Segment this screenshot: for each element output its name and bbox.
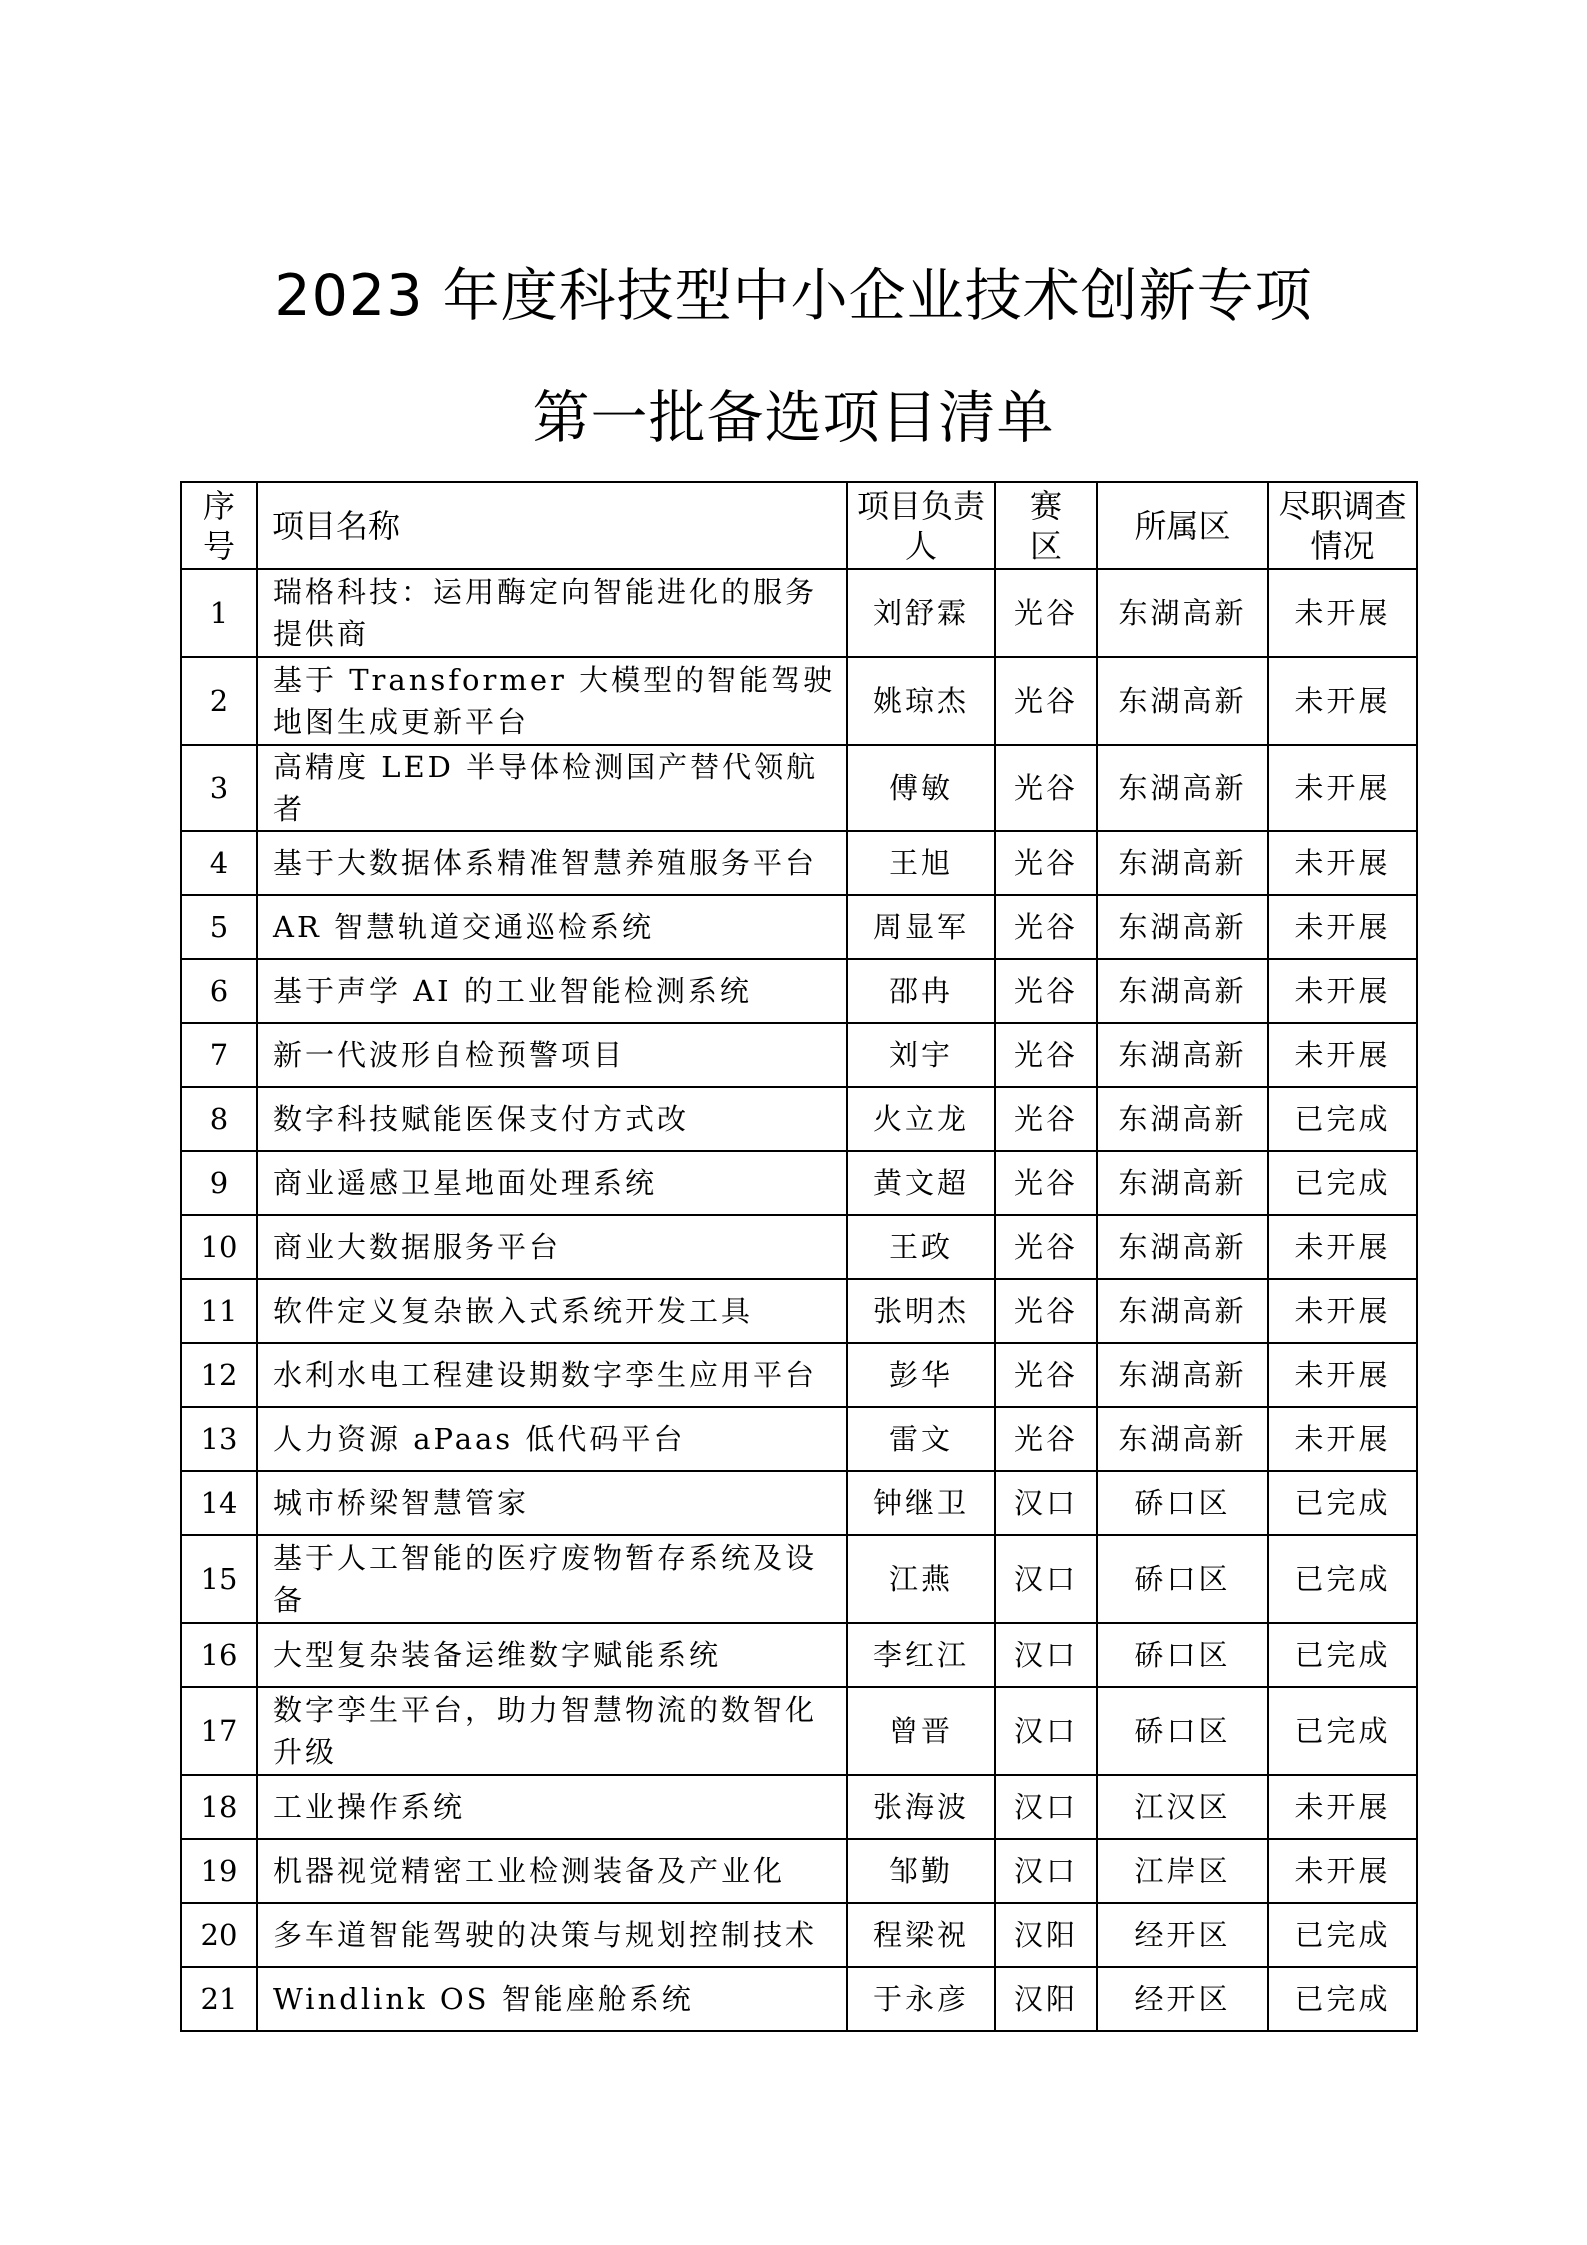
cell-district: 江汉区 [1097, 1775, 1268, 1839]
table-row [181, 569, 1417, 657]
cell-project-name: 基于 Transformer 大模型的智能驾驶地图生成更新平台 [257, 657, 847, 745]
page-title: 2023 年度科技型中小企业技术创新专项 [274, 263, 1313, 329]
cell-no: 3 [181, 745, 257, 831]
table-row [181, 1407, 1417, 1471]
cell-project-name: 新一代波形自检预警项目 [257, 1023, 847, 1087]
cell-leader: 江燕 [847, 1535, 995, 1623]
cell-project-name: 商业遥感卫星地面处理系统 [257, 1151, 847, 1215]
table-row [181, 1687, 1417, 1775]
cell-status: 已完成 [1268, 1967, 1417, 2031]
table-row [181, 657, 1417, 745]
cell-project-name: 商业大数据服务平台 [257, 1215, 847, 1279]
cell-status: 已完成 [1268, 1087, 1417, 1151]
header-district: 所属区 [1097, 482, 1268, 569]
cell-leader: 于永彦 [847, 1967, 995, 2031]
cell-no: 19 [181, 1839, 257, 1903]
table-header-row [181, 482, 1417, 569]
cell-track: 汉口 [995, 1535, 1097, 1623]
cell-track: 光谷 [995, 895, 1097, 959]
cell-project-name: 工业操作系统 [257, 1775, 847, 1839]
cell-project-name: 基于人工智能的医疗废物暂存系统及设备 [257, 1535, 847, 1623]
cell-status: 未开展 [1268, 895, 1417, 959]
cell-track: 汉阳 [995, 1967, 1097, 2031]
cell-status: 未开展 [1268, 569, 1417, 657]
cell-status: 未开展 [1268, 1023, 1417, 1087]
cell-status: 已完成 [1268, 1471, 1417, 1535]
cell-status: 已完成 [1268, 1535, 1417, 1623]
cell-leader: 黄文超 [847, 1151, 995, 1215]
cell-leader: 邹勤 [847, 1839, 995, 1903]
cell-project-name: 机器视觉精密工业检测装备及产业化 [257, 1839, 847, 1903]
cell-project-name: 多车道智能驾驶的决策与规划控制技术 [257, 1903, 847, 1967]
cell-district: 东湖高新 [1097, 831, 1268, 895]
cell-no: 12 [181, 1343, 257, 1407]
cell-track: 汉口 [995, 1839, 1097, 1903]
cell-leader: 姚琼杰 [847, 657, 995, 745]
cell-project-name: 基于大数据体系精准智慧养殖服务平台 [257, 831, 847, 895]
cell-track: 汉口 [995, 1623, 1097, 1687]
cell-leader: 邵冉 [847, 959, 995, 1023]
cell-status: 已完成 [1268, 1687, 1417, 1775]
table-row [181, 1343, 1417, 1407]
cell-project-name: 基于声学 AI 的工业智能检测系统 [257, 959, 847, 1023]
cell-track: 汉口 [995, 1471, 1097, 1535]
cell-track: 光谷 [995, 1215, 1097, 1279]
cell-project-name: Windlink OS 智能座舱系统 [257, 1967, 847, 2031]
cell-track: 光谷 [995, 1151, 1097, 1215]
cell-status: 未开展 [1268, 1839, 1417, 1903]
cell-no: 7 [181, 1023, 257, 1087]
table-row [181, 1215, 1417, 1279]
cell-no: 14 [181, 1471, 257, 1535]
cell-district: 东湖高新 [1097, 745, 1268, 831]
table-row [181, 1535, 1417, 1623]
header-name: 项目名称 [257, 482, 847, 569]
cell-no: 9 [181, 1151, 257, 1215]
page-subtitle: 第一批备选项目清单 [532, 385, 1055, 451]
cell-no: 20 [181, 1903, 257, 1967]
cell-district: 硚口区 [1097, 1687, 1268, 1775]
cell-leader: 张海波 [847, 1775, 995, 1839]
cell-district: 东湖高新 [1097, 1023, 1268, 1087]
cell-leader: 李红江 [847, 1623, 995, 1687]
header-leader: 项目负责人 [847, 482, 995, 569]
table-row [181, 1023, 1417, 1087]
cell-project-name: 高精度 LED 半导体检测国产替代领航者 [257, 745, 847, 831]
cell-leader: 彭华 [847, 1343, 995, 1407]
table-row [181, 1279, 1417, 1343]
table-row [181, 831, 1417, 895]
cell-status: 未开展 [1268, 1775, 1417, 1839]
cell-district: 东湖高新 [1097, 1087, 1268, 1151]
cell-project-name: 人力资源 aPaas 低代码平台 [257, 1407, 847, 1471]
cell-no: 16 [181, 1623, 257, 1687]
cell-leader: 王旭 [847, 831, 995, 895]
cell-leader: 刘舒霖 [847, 569, 995, 657]
project-table [180, 481, 1418, 2032]
cell-leader: 程梁祝 [847, 1903, 995, 1967]
cell-status: 未开展 [1268, 745, 1417, 831]
cell-no: 1 [181, 569, 257, 657]
cell-leader: 火立龙 [847, 1087, 995, 1151]
cell-project-name: 数字孪生平台，助力智慧物流的数智化升级 [257, 1687, 847, 1775]
cell-district: 江岸区 [1097, 1839, 1268, 1903]
cell-track: 光谷 [995, 569, 1097, 657]
table-row [181, 895, 1417, 959]
cell-leader: 钟继卫 [847, 1471, 995, 1535]
table-row [181, 959, 1417, 1023]
table-row [181, 1903, 1417, 1967]
cell-status: 未开展 [1268, 959, 1417, 1023]
cell-district: 经开区 [1097, 1903, 1268, 1967]
cell-district: 东湖高新 [1097, 1407, 1268, 1471]
header-no: 序号 [181, 482, 257, 569]
cell-district: 东湖高新 [1097, 959, 1268, 1023]
header-track: 赛区 [995, 482, 1097, 569]
cell-no: 4 [181, 831, 257, 895]
cell-no: 6 [181, 959, 257, 1023]
cell-track: 光谷 [995, 745, 1097, 831]
cell-status: 未开展 [1268, 1215, 1417, 1279]
cell-no: 8 [181, 1087, 257, 1151]
cell-track: 光谷 [995, 1407, 1097, 1471]
cell-no: 2 [181, 657, 257, 745]
cell-project-name: 水利水电工程建设期数字孪生应用平台 [257, 1343, 847, 1407]
cell-district: 东湖高新 [1097, 1151, 1268, 1215]
cell-status: 未开展 [1268, 1279, 1417, 1343]
cell-track: 光谷 [995, 1343, 1097, 1407]
cell-track: 汉口 [995, 1687, 1097, 1775]
cell-track: 汉口 [995, 1775, 1097, 1839]
cell-leader: 曾晋 [847, 1687, 995, 1775]
cell-track: 光谷 [995, 1023, 1097, 1087]
cell-status: 已完成 [1268, 1903, 1417, 1967]
cell-no: 21 [181, 1967, 257, 2031]
cell-track: 光谷 [995, 831, 1097, 895]
table-row [181, 1151, 1417, 1215]
cell-track: 光谷 [995, 1087, 1097, 1151]
cell-track: 汉阳 [995, 1903, 1097, 1967]
cell-status: 未开展 [1268, 831, 1417, 895]
cell-district: 硚口区 [1097, 1471, 1268, 1535]
cell-no: 17 [181, 1687, 257, 1775]
cell-status: 已完成 [1268, 1623, 1417, 1687]
table-row [181, 1775, 1417, 1839]
cell-district: 硚口区 [1097, 1623, 1268, 1687]
cell-project-name: 软件定义复杂嵌入式系统开发工具 [257, 1279, 847, 1343]
table-body [181, 569, 1417, 2031]
cell-leader: 张明杰 [847, 1279, 995, 1343]
cell-track: 光谷 [995, 657, 1097, 745]
cell-district: 东湖高新 [1097, 1215, 1268, 1279]
header-status: 尽职调查情况 [1268, 482, 1417, 569]
cell-no: 10 [181, 1215, 257, 1279]
cell-track: 光谷 [995, 1279, 1097, 1343]
cell-district: 东湖高新 [1097, 569, 1268, 657]
table-row [181, 1839, 1417, 1903]
cell-no: 11 [181, 1279, 257, 1343]
cell-district: 东湖高新 [1097, 1343, 1268, 1407]
cell-status: 未开展 [1268, 657, 1417, 745]
table-row [181, 1623, 1417, 1687]
cell-status: 未开展 [1268, 1343, 1417, 1407]
cell-district: 东湖高新 [1097, 657, 1268, 745]
cell-leader: 王政 [847, 1215, 995, 1279]
cell-leader: 刘宇 [847, 1023, 995, 1087]
cell-no: 15 [181, 1535, 257, 1623]
cell-no: 18 [181, 1775, 257, 1839]
cell-status: 已完成 [1268, 1151, 1417, 1215]
table-row [181, 1967, 1417, 2031]
cell-leader: 雷文 [847, 1407, 995, 1471]
table-row [181, 1087, 1417, 1151]
cell-leader: 周显军 [847, 895, 995, 959]
cell-project-name: AR 智慧轨道交通巡检系统 [257, 895, 847, 959]
cell-no: 5 [181, 895, 257, 959]
cell-district: 东湖高新 [1097, 1279, 1268, 1343]
cell-status: 未开展 [1268, 1407, 1417, 1471]
cell-district: 东湖高新 [1097, 895, 1268, 959]
cell-project-name: 大型复杂装备运维数字赋能系统 [257, 1623, 847, 1687]
cell-track: 光谷 [995, 959, 1097, 1023]
cell-project-name: 数字科技赋能医保支付方式改 [257, 1087, 847, 1151]
cell-district: 经开区 [1097, 1967, 1268, 2031]
cell-no: 13 [181, 1407, 257, 1471]
table-row [181, 745, 1417, 831]
cell-leader: 傅敏 [847, 745, 995, 831]
cell-project-name: 瑞格科技：运用酶定向智能进化的服务提供商 [257, 569, 847, 657]
cell-district: 硚口区 [1097, 1535, 1268, 1623]
cell-project-name: 城市桥梁智慧管家 [257, 1471, 847, 1535]
table-row [181, 1471, 1417, 1535]
